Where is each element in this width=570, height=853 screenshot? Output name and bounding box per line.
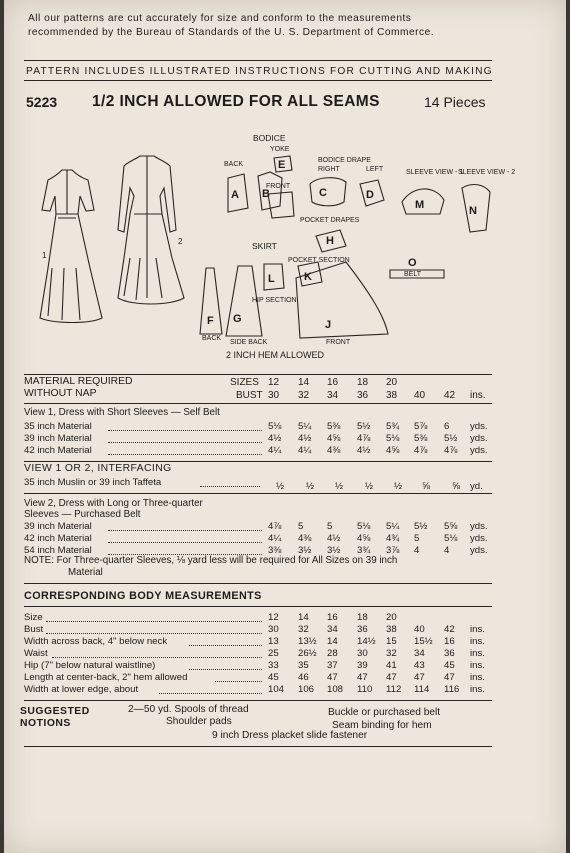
disclaimer-line-1: All our patterns are cut accurately for size and conform to the measurements — [28, 13, 412, 24]
row-label: Length at center-back, 2" hem allowed — [24, 672, 188, 683]
cell-value: 47 — [444, 672, 455, 683]
cell-value: 13½ — [298, 636, 317, 647]
notion-seam-binding: Seam binding for hem — [332, 720, 432, 731]
note-line-2: Material — [68, 567, 103, 578]
cell-value: 5¼ — [298, 421, 312, 432]
divider — [24, 461, 492, 462]
cell-value: 5 — [414, 533, 420, 544]
cell-value: 5⅞ — [414, 421, 428, 432]
cell-value: 30 — [268, 624, 279, 635]
cell-value: 13 — [268, 636, 279, 647]
divider — [24, 374, 492, 375]
cell-value: 20 — [386, 612, 397, 623]
cell-value: 5 — [327, 521, 333, 532]
cell-value: 4⅞ — [357, 433, 371, 444]
bust-value: 40 — [414, 390, 426, 401]
label-left: LEFT — [366, 166, 384, 173]
cell-value: 15 — [386, 636, 397, 647]
unit-label: yds. — [470, 433, 488, 444]
cell-value: 5⅛ — [357, 521, 371, 532]
svg-text:K: K — [304, 271, 312, 283]
seam-allowance: 1/2 INCH ALLOWED FOR ALL SEAMS — [92, 93, 380, 110]
label-sleeve-view-2: SLEEVE VIEW - 2 — [458, 169, 516, 176]
cell-value: 15½ — [414, 636, 433, 647]
material-title: MATERIAL REQUIRED — [24, 376, 133, 387]
cell-value: 108 — [327, 684, 344, 695]
notion-shoulder-pads: Shoulder pads — [166, 716, 232, 727]
unit-label: ins. — [470, 660, 485, 671]
cell-value: 5¼ — [386, 521, 400, 532]
leader-dots — [215, 681, 262, 682]
cell-value: 41 — [386, 660, 397, 671]
cell-value: 5½ — [357, 421, 371, 432]
cell-value: 30 — [357, 648, 368, 659]
cell-value: 39 — [357, 660, 368, 671]
cell-value: 37 — [327, 660, 338, 671]
unit-label: ins. — [470, 624, 485, 635]
cell-value: 14 — [298, 612, 309, 623]
size-value: 14 — [298, 377, 310, 388]
cell-value: 4⅜ — [327, 445, 341, 456]
label-yoke: YOKE — [270, 146, 290, 153]
label-sleeve-view-1: SLEEVE VIEW - 1 — [406, 169, 464, 176]
leader-dots — [46, 621, 262, 622]
size-value: 18 — [357, 377, 369, 388]
cell-value: 34 — [327, 624, 338, 635]
cell-value: 5⅛ — [268, 421, 282, 432]
row-label: Width at lower edge, about — [24, 684, 139, 695]
leader-dots — [46, 633, 262, 634]
cell-value: 104 — [268, 684, 285, 695]
pattern-pieces-diagram — [0, 118, 570, 366]
cell-value: ½ — [306, 481, 315, 492]
size-value: 16 — [327, 377, 339, 388]
cell-value: ½ — [276, 481, 285, 492]
notion-thread: 2—50 yd. Spools of thread — [128, 704, 249, 715]
divider — [24, 403, 492, 404]
leader-dots — [200, 486, 260, 487]
label-back-2: BACK — [202, 335, 222, 342]
size-value: 20 — [386, 377, 398, 388]
cell-value: 45 — [268, 672, 279, 683]
body-measurements-title: CORRESPONDING BODY MEASUREMENTS — [24, 590, 262, 602]
row-label: 42 inch Material — [24, 445, 92, 456]
cell-value: 34 — [414, 648, 425, 659]
divider — [24, 746, 492, 747]
pattern-number: 5223 — [26, 94, 58, 110]
cell-value: 36 — [357, 624, 368, 635]
cell-value: 36 — [444, 648, 455, 659]
row-label: Width across back, 4" below neck — [24, 636, 168, 647]
notions-subtitle: NOTIONS — [20, 718, 71, 729]
unit-label: yds. — [470, 533, 488, 544]
cell-value: 3½ — [298, 545, 312, 556]
cell-value: 18 — [357, 612, 368, 623]
cell-value: 32 — [298, 624, 309, 635]
cell-value: 35 — [298, 660, 309, 671]
label-skirt: SKIRT — [252, 241, 277, 251]
cell-value: 38 — [386, 624, 397, 635]
cell-value: 116 — [444, 684, 460, 695]
cell-value: 47 — [414, 672, 425, 683]
dress-view-2-illustration — [118, 156, 184, 304]
cell-value: 4⅞ — [444, 445, 458, 456]
bust-value: 32 — [298, 390, 310, 401]
size-value: 12 — [268, 377, 280, 388]
cell-value: 4⅞ — [268, 521, 282, 532]
leader-dots — [108, 430, 262, 431]
cell-value: ⅝ — [422, 481, 431, 492]
svg-text:H: H — [326, 235, 334, 247]
cell-value: 5⅛ — [444, 533, 458, 544]
material-subtitle: WITHOUT NAP — [24, 388, 97, 399]
label-right: RIGHT — [318, 166, 340, 173]
cell-value: 4½ — [357, 445, 371, 456]
label-back: BACK — [224, 161, 244, 168]
view-1-number: 1 — [42, 251, 47, 260]
cell-value: 33 — [268, 660, 279, 671]
divider — [24, 493, 492, 494]
label-hip-section: HIP SECTION — [252, 297, 297, 304]
cell-value: 3⅜ — [268, 545, 282, 556]
unit-label: ins. — [470, 390, 486, 401]
row-label: Waist — [24, 648, 48, 659]
cell-value: 5⅛ — [386, 433, 400, 444]
svg-text:O: O — [408, 257, 417, 269]
cell-value: 14 — [327, 636, 338, 647]
cell-value: 5⅝ — [444, 521, 458, 532]
svg-text:B: B — [262, 188, 270, 200]
divider — [24, 606, 492, 607]
row-label: 35 inch Muslin or 39 inch Taffeta — [24, 477, 162, 488]
view-2-number: 2 — [178, 237, 183, 246]
cell-value: 16 — [444, 636, 455, 647]
leader-dots — [108, 542, 262, 543]
leader-dots — [52, 657, 263, 658]
row-label: 42 inch Material — [24, 533, 92, 544]
row-label: 39 inch Material — [24, 433, 92, 444]
dress-view-1-illustration — [40, 170, 102, 323]
bust-value: 36 — [357, 390, 369, 401]
row-label: 35 inch Material — [24, 421, 92, 432]
cell-value: ⅝ — [452, 481, 461, 492]
bust-value: 34 — [327, 390, 339, 401]
svg-text:D: D — [366, 189, 374, 201]
cell-value: 4¼ — [298, 445, 312, 456]
row-label: Hip (7" below natural waistline) — [24, 660, 156, 671]
view-2-subtitle: Sleeves — Purchased Belt — [24, 509, 141, 520]
svg-text:A: A — [231, 189, 239, 201]
row-label: 54 inch Material — [24, 545, 92, 556]
unit-label: yds. — [470, 545, 488, 556]
cell-value: 5 — [298, 521, 304, 532]
label-pocket-drapes: POCKET DRAPES — [300, 217, 360, 224]
cell-value: 4⅝ — [327, 433, 341, 444]
unit-label: ins. — [470, 672, 485, 683]
cell-value: 16 — [327, 612, 338, 623]
label-pocket-section: POCKET SECTION — [288, 257, 350, 264]
bust-value: 38 — [386, 390, 398, 401]
cell-value: 106 — [298, 684, 315, 695]
cell-value: 28 — [327, 648, 338, 659]
cell-value: ½ — [335, 481, 344, 492]
cell-value: 47 — [386, 672, 397, 683]
cell-value: 4⅜ — [298, 533, 312, 544]
svg-text:F: F — [207, 315, 214, 327]
cell-value: 32 — [386, 648, 397, 659]
svg-text:C: C — [319, 187, 327, 199]
unit-label: ins. — [470, 636, 485, 647]
cell-value: 5½ — [444, 433, 458, 444]
cell-value: 4⅞ — [414, 445, 428, 456]
cell-value: 4 — [414, 545, 420, 556]
leader-dots — [189, 645, 262, 646]
piece-c-bodice-drape-right — [310, 178, 346, 206]
cell-value: 43 — [414, 660, 425, 671]
note-line-1: NOTE: For Three-quarter Sleeves, ⅛ yard less will be required for All Sizes on 39 inch — [24, 555, 398, 566]
bust-value: 30 — [268, 390, 280, 401]
cell-value: 5⅜ — [327, 421, 341, 432]
bust-value: 42 — [444, 390, 456, 401]
row-label: Size — [24, 612, 43, 623]
cell-value: 110 — [357, 684, 373, 695]
divider — [24, 60, 492, 61]
svg-text:M: M — [415, 199, 425, 211]
cell-value: 12 — [268, 612, 279, 623]
svg-text:N: N — [469, 205, 477, 217]
label-hem-allowed: 2 INCH HEM ALLOWED — [226, 350, 325, 360]
cell-value: 4⅝ — [386, 445, 400, 456]
cell-value: 4¾ — [386, 533, 400, 544]
cell-value: 5⅜ — [414, 433, 428, 444]
cell-value: 47 — [327, 672, 338, 683]
label-bodice-drape: BODICE DRAPE — [318, 157, 371, 164]
row-label: Bust — [24, 624, 44, 635]
label-bodice: BODICE — [253, 133, 286, 143]
label-front-2: FRONT — [326, 339, 351, 346]
leader-dots — [108, 442, 262, 443]
leader-dots — [159, 693, 262, 694]
svg-text:E: E — [278, 159, 286, 171]
notions-title: SUGGESTED — [20, 706, 90, 717]
cell-value: 47 — [357, 672, 368, 683]
cell-value: 45 — [444, 660, 455, 671]
unit-label: yds. — [470, 445, 488, 456]
divider — [24, 700, 492, 701]
unit-label: yd. — [470, 481, 483, 492]
cell-value: 4¼ — [268, 445, 282, 456]
cell-value: 26½ — [298, 648, 317, 659]
unit-label: yds. — [470, 521, 488, 532]
disclaimer-line-2: recommended by the Bureau of Standards of the U. S. Department of Commerce. — [28, 27, 435, 38]
svg-text:G: G — [233, 313, 242, 325]
cell-value: 112 — [386, 684, 402, 695]
cell-value: 14½ — [357, 636, 376, 647]
leader-dots — [189, 669, 262, 670]
svg-text:L: L — [268, 273, 275, 285]
cell-value: 46 — [298, 672, 309, 683]
sizes-label: SIZES — [230, 377, 259, 388]
row-label: 39 inch Material — [24, 521, 92, 532]
cell-value: 42 — [444, 624, 455, 635]
cell-value: 25 — [268, 648, 279, 659]
cell-value: 4⅝ — [357, 533, 371, 544]
leader-dots — [108, 530, 262, 531]
label-side-back: SIDE BACK — [230, 339, 268, 346]
cell-value: ½ — [394, 481, 403, 492]
cell-value: 3½ — [327, 545, 341, 556]
cell-value: 4½ — [327, 533, 341, 544]
cell-value: 4½ — [268, 433, 282, 444]
leader-dots — [108, 454, 262, 455]
view-2-title: View 2, Dress with Long or Three-quarter — [24, 498, 203, 509]
notion-fastener: 9 inch Dress placket slide fastener — [212, 730, 368, 741]
divider — [24, 80, 492, 81]
piece-g-side-back — [226, 266, 262, 336]
unit-label: ins. — [470, 684, 485, 695]
cell-value: 4¼ — [268, 533, 282, 544]
instructions-banner: PATTERN INCLUDES ILLUSTRATED INSTRUCTIONS FOR CUTTING AND MAKING — [26, 66, 493, 77]
label-belt: BELT — [404, 271, 421, 278]
cell-value: ½ — [365, 481, 374, 492]
unit-label: yds. — [470, 421, 488, 432]
unit-label: ins. — [470, 648, 485, 659]
label-front: FRONT — [266, 183, 291, 190]
cell-value: 40 — [414, 624, 425, 635]
cell-value: 114 — [414, 684, 430, 695]
cell-value: 3⅞ — [386, 545, 400, 556]
notion-belt: Buckle or purchased belt — [328, 707, 441, 718]
cell-value: 6 — [444, 421, 450, 432]
cell-value: 5½ — [414, 521, 428, 532]
cell-value: 3¾ — [357, 545, 371, 556]
piece-count: 14 Pieces — [424, 94, 486, 110]
svg-text:J: J — [325, 319, 332, 331]
view-1-title: View 1, Dress with Short Sleeves — Self Belt — [24, 407, 220, 418]
cell-value: 4 — [444, 545, 450, 556]
cell-value: 4½ — [298, 433, 312, 444]
bust-label: BUST — [236, 390, 263, 401]
divider — [24, 583, 492, 584]
interfacing-title: VIEW 1 OR 2, INTERFACING — [24, 463, 172, 474]
cell-value: 5¾ — [386, 421, 400, 432]
